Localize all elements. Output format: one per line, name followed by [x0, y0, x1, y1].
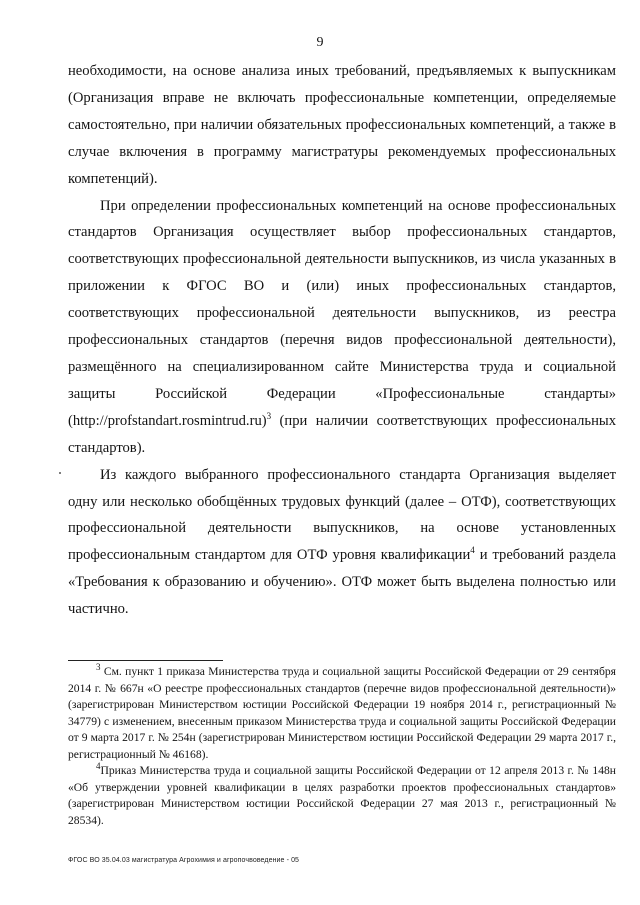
paragraph-3-tail: и требований раздела «Требования к образованию и обучению». ОТФ может быть выделена полностью или частично.	[68, 547, 616, 618]
page-footer: ФГОС ВО 35.04.03 магистратура Агрохимия и агропочвоведение - 05	[68, 857, 300, 864]
paragraph-2-text: При определении профессиональных компетенций на основе профессиональных стандартов Организация осуществляет выбор профессиональных стандартов, соответствующих профессиональной деятельности выпускников, из числа указанных в приложении к ФГОС ВО и (или) иных профессиональных стандартов, соответствующих профессиональной деятельности выпускников, из реестра профессиональных стандартов (перечня видов профессиональной деятельности), размещённого на специализированном сайте Министерства труда и социальной защиты Российской Федерации «Профессиональные стандарты» (http://profstandart.rosmintrud.ru)	[68, 197, 616, 429]
page-number: 9	[316, 35, 324, 50]
footnote-3	[68, 664, 616, 763]
paragraph-1: необходимости, на основе анализа иных требований, предъявляемых к выпускникам (Организация вправе не включать профессиональные компетенции, определяемые самостоятельно, при наличии обязательных профессиональных компетенций, а также в случае включения в программу магистратуры рекомендуемых профессиональных компетенций).	[68, 63, 616, 187]
footnote-mark-3: 3	[96, 662, 101, 673]
footnote-separator	[68, 660, 223, 661]
footnotes	[68, 664, 616, 829]
paragraph-3-text: Из каждого выбранного профессионального стандарта Организация выделяет одну или несколько обобщённых трудовых функций (далее – ОТФ), соответствующих профессиональной деятельности выпускников, на основе установленных профессиональным стандартом для ОТФ уровня квалификации	[68, 466, 616, 564]
paragraph-2-tail: (при наличии соответствующих профессиональных стандартов).	[68, 412, 616, 456]
footnote-ref-3: 3	[266, 410, 272, 421]
scan-speck	[59, 472, 61, 474]
footnote-4-text: Приказ Министерства труда и социальной защиты Российской Федерации от 12 апреля 2013 г. № 148н «Об утверждении уровней квалификации в целях разработки проектов профессиональных стандартов» (зарегистрирован Министерством юстиции Российской Федерации 27 мая 2013 г., регистрационный № 28534).	[68, 764, 616, 827]
paragraph-2	[68, 193, 616, 462]
paragraph-3	[68, 462, 616, 623]
main-text	[68, 58, 616, 623]
footnote-4	[68, 763, 616, 829]
footnote-mark-4: 4	[96, 761, 101, 772]
footnote-ref-4: 4	[470, 545, 475, 556]
footnote-3-text: См. пункт 1 приказа Министерства труда и социальной защиты Российской Федерации от 29 сентября 2014 г. № 667н «О реестре профессиональных стандартов (перечне видов профессиональной деятельности)» (зарегистрирован Министерством юстиции Российской Федерации 19 ноября 2014 г., регистрационный № 34779) с изменением, внесенным приказом Министерства труда и социальной защиты Российской Федерации от 9 марта 2017 г. № 254н (зарегистрирован Министерством юстиции Российской Федерации 29 марта 2017 г., регистрационный № 46168).	[68, 665, 616, 761]
